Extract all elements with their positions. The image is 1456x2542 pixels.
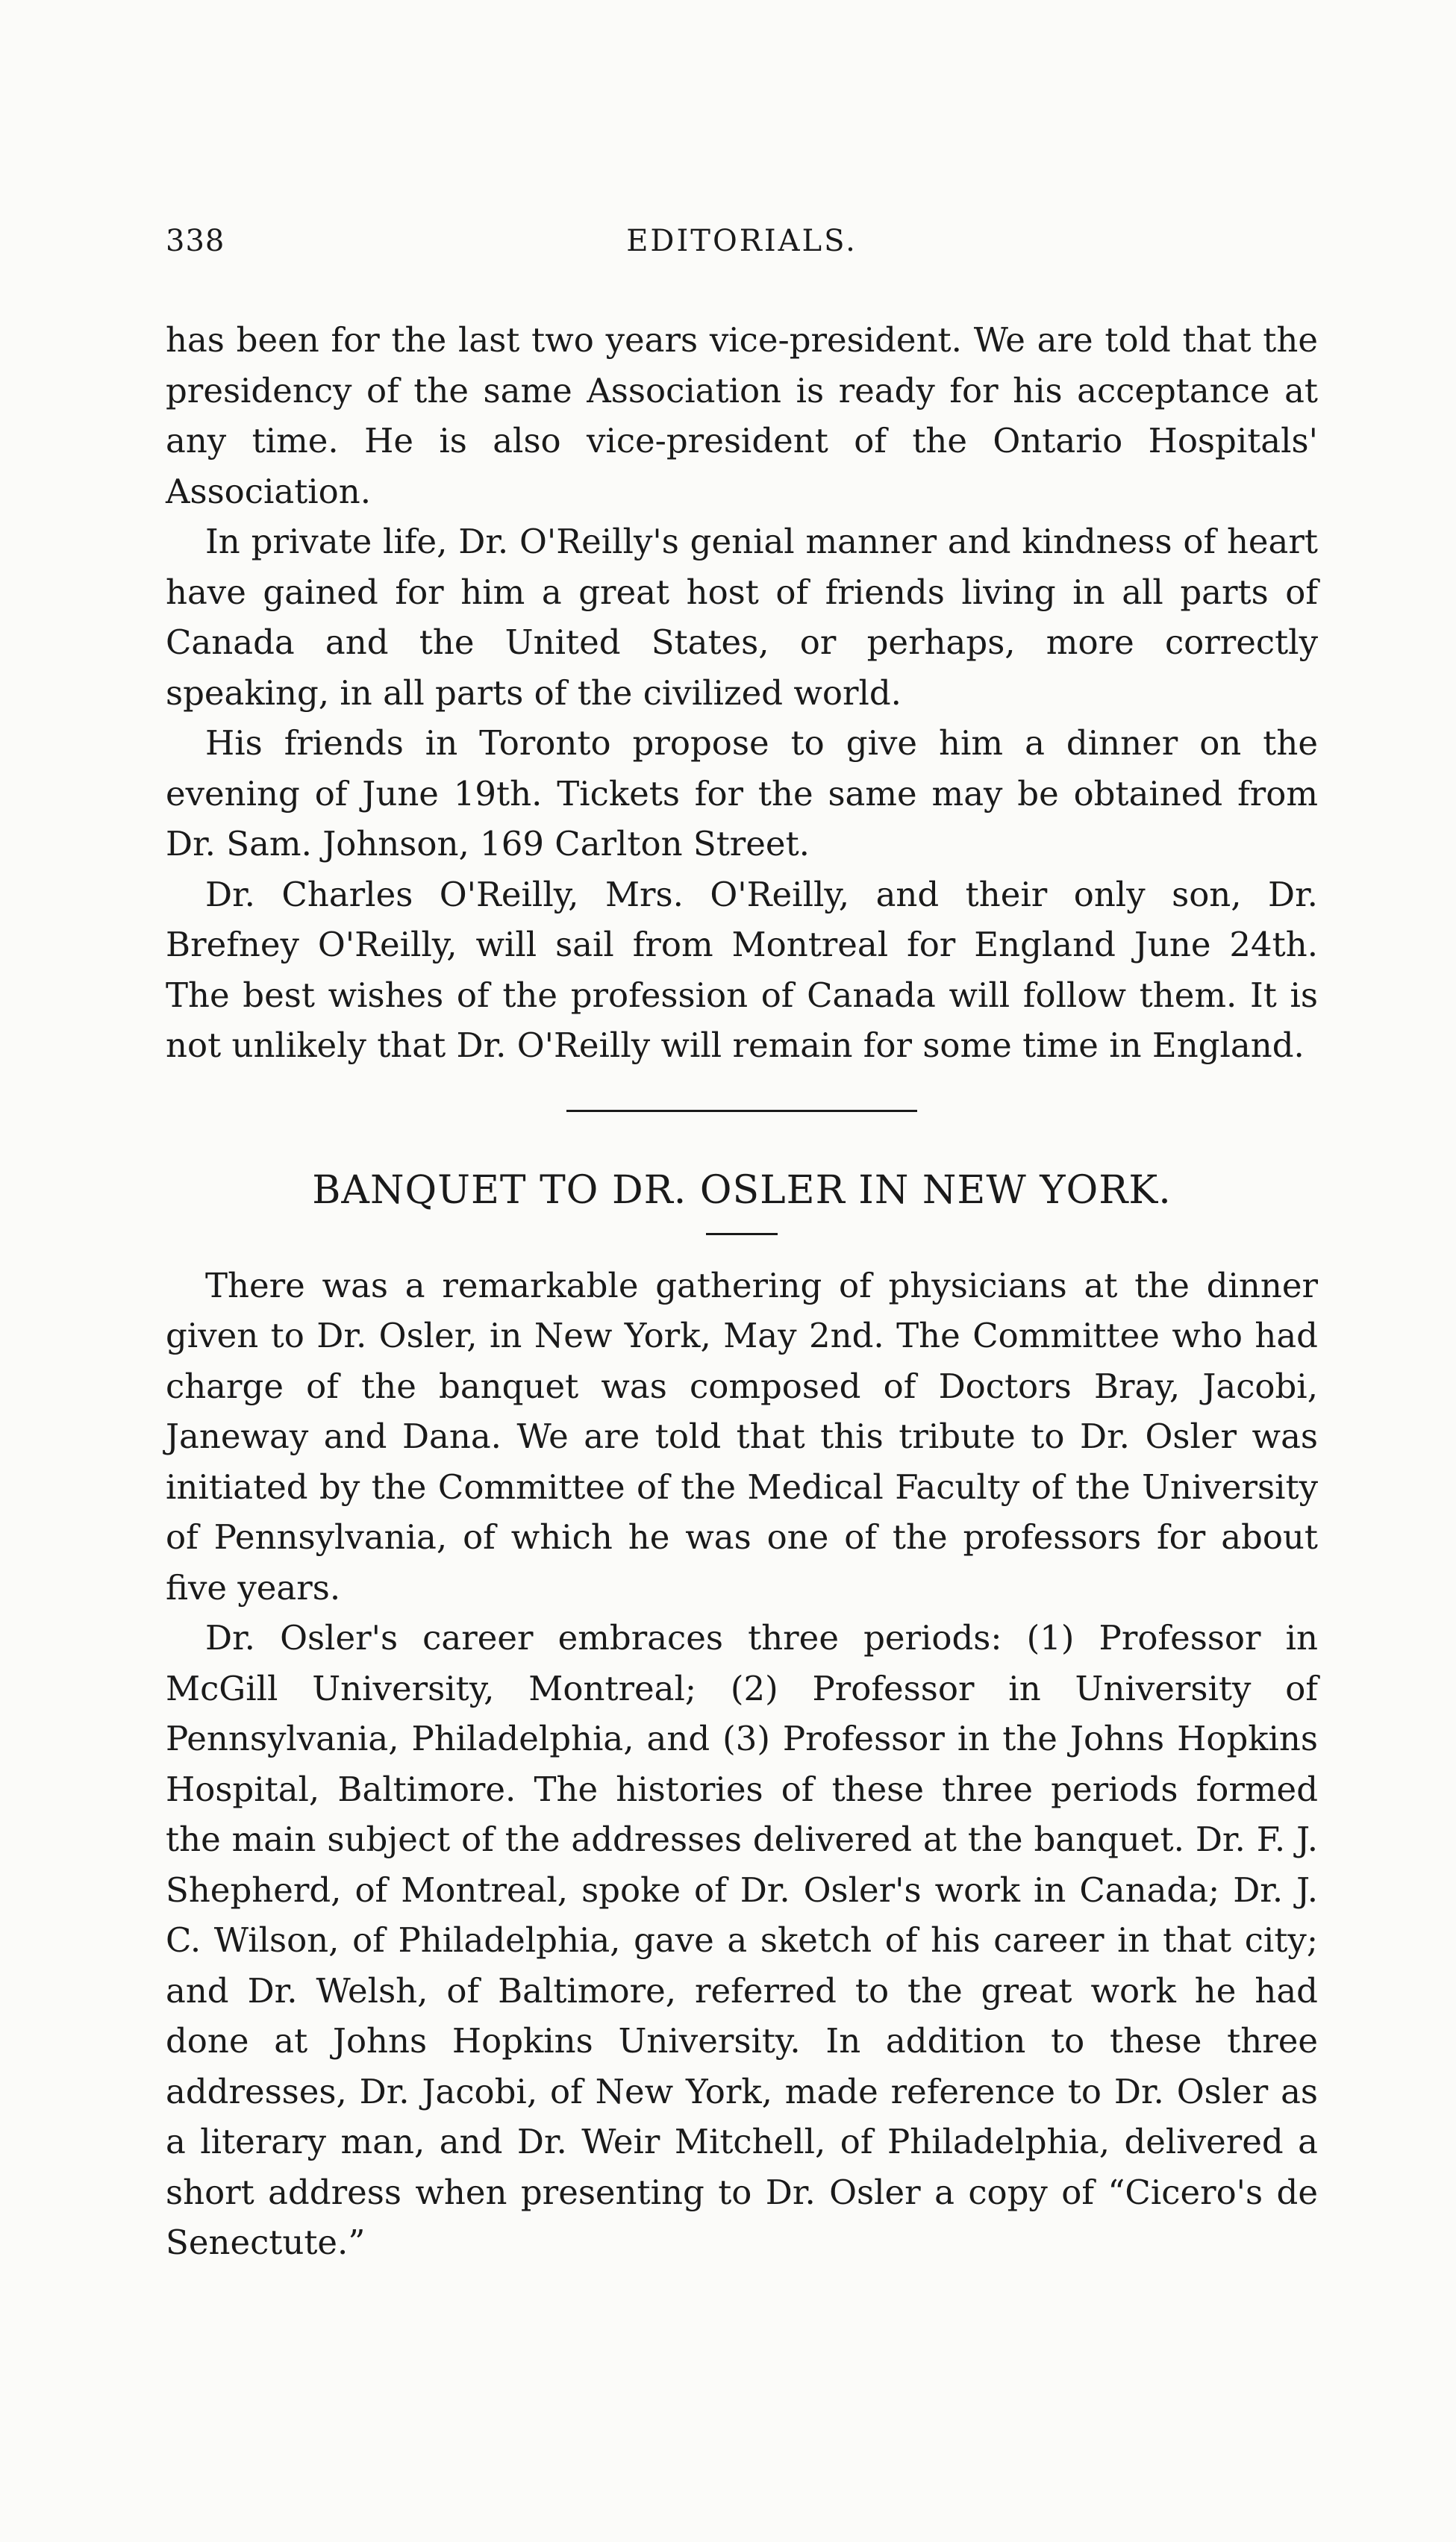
paragraph-private-life: In private life, Dr. O'Reilly's genial manner and kindness of heart have gained for him a great host of friends living in all parts of Canada and the United States, or perhaps, more correctly speaking, in all parts of the civilized world. [166, 522, 1318, 713]
section-heading: BANQUET TO DR. OSLER IN NEW YORK. [312, 1167, 1172, 1213]
book-page [166, 224, 1318, 2268]
running-head [166, 224, 1318, 276]
paragraph-gathering: There was a remarkable gathering of physicians at the dinner given to Dr. Osler, in New York, May 2nd. The Committee who had charge of the banquet was composed of Doctors Bray, Jacobi, Janeway and Dana. We are told that this tribute to Dr. Osler was initiated by the Committee of the Medical Faculty of the University of Pennsylvania, of which he was one of the professors for about five years. [166, 1265, 1318, 1608]
paragraph-career: Dr. Osler's career embraces three periods: (1) Professor in McGill University, Montreal; (2) Professor in University of Pennsylvania, Philadelphia, and (3) Professor in the Johns Hopkins Hospital, Baltimore. The histories of these three periods formed the main subject of the addresses delivered at the banquet. Dr. F. J. Shepherd, of Montreal, spoke of Dr. Osler's work in Canada; Dr. J. C. Wilson, of Philadelphia, gave a sketch of his career in that city; and Dr. Welsh, of Baltimore, referred to the great work he had done at Johns Hopkins University. In addition to these three addresses, Dr. Jacobi, of New York, made reference to Dr. Osler as a literary man, and Dr. Weir Mitchell, of Philadelphia, delivered a short address when presenting to Dr. Osler a copy of “Cicero's de Senectute.” [166, 1618, 1318, 2262]
section-divider [566, 1110, 917, 1112]
continued-article [166, 315, 1318, 1071]
page-number: 338 [166, 224, 225, 258]
running-title: EDITORIALS. [626, 224, 857, 258]
paragraph-sailing: Dr. Charles O'Reilly, Mrs. O'Reilly, and their only son, Dr. Brefney O'Reilly, will sail from Montreal for England June 24th. The best wishes of the profession of Canada will follow them. It is not unlikely that Dr. O'Reilly will remain for some time in England. [166, 874, 1318, 1065]
banquet-article [166, 1261, 1318, 2268]
paragraph-dinner: His friends in Toronto propose to give him a dinner on the evening of June 19th. Tickets for the same may be obtained from Dr. Sam. Johnson, 169 Carlton Street. [166, 723, 1318, 864]
heading-underline [706, 1233, 778, 1235]
paragraph-continued: has been for the last two years vice-president. We are told that the presidency of the same Association is ready for his acceptance at any time. He is also vice-president of the Ontario Hospitals' Association. [166, 320, 1318, 511]
